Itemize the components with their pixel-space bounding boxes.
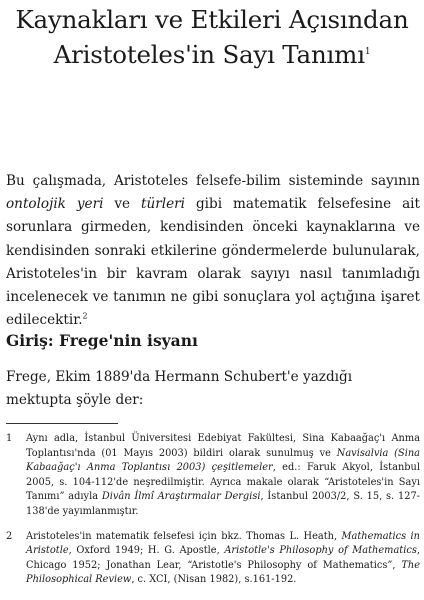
footnote-italic-1: Navisalvia (Sina Kabaağaç'ı Anma Toplantısı 2003) çeşitlemeler (26, 447, 420, 474)
title-line-2 (0, 36, 424, 71)
title-line-1: Kaynakları ve Etkileri Açısından (15, 5, 409, 34)
footnote-italic-3: The Philosophical Review (26, 559, 420, 586)
body-paragraph: Frege, Ekim 1889'da Hermann Schubert'e yazdığı mektupta şöyle der: (6, 369, 353, 408)
footnote-divider (6, 423, 118, 424)
footnote-text-3: , Chicago 1952; Jonathan Lear, “Aristotle's Philosophy of Mathematics”, (26, 545, 420, 571)
abstract-footnote-mark[interactable]: 2 (82, 311, 88, 321)
title-line-2-text: Aristoteles'in Sayı Tanımı (53, 40, 365, 70)
footnote-text-1: Aynı adla, İstanbul Üniversitesi Edebiyat Fakültesi, Sina Kabaağaç'ı Anma Toplantısı'nda (01 Mayıs 2003) bildiri olarak sunulmuş ve (26, 433, 420, 459)
footnote-number: 1 (6, 433, 13, 444)
footnote-text-3: , İstanbul 2003/2, S. 15, s. 127-138'de yayımlanmıştır. (26, 491, 420, 517)
abstract-text-1: Bu çalışmada, Aristoteles felsefe-bilim sisteminde sayının (6, 173, 420, 189)
footnote-italic-2: Divân İlmî Araştırmalar Dergisi (101, 491, 261, 503)
footnote-number: 2 (6, 530, 13, 542)
abstract-italic-2: türleri (141, 196, 186, 213)
abstract-text-3: gibi matematik felsefesine ait sorunlara girmeden, kendisinden önceki kaynaklarına ve kendisinden sonraki etkilerine göndermelerde bulunularak, Aristoteles'in bir kavram olarak sayıyı nasıl tanımladığı incelenecek ve tanımın ne gibi sonuçlara yol açtığına işaret edilecektir. (6, 196, 420, 329)
section-body (6, 366, 420, 412)
footnote-text-2: , Oxford 1949; H. G. Apostle, (68, 545, 225, 557)
footnote-text-1: Aristoteles'in matematik felsefesi için bkz. Thomas L. Heath, (26, 530, 342, 542)
footnote-italic-2: Aristotle's Philosophy of Mathematics (224, 545, 417, 557)
footnote-text (26, 432, 420, 520)
footnotes (6, 432, 420, 598)
abstract (6, 170, 420, 332)
footnote-italic-1: Mathematics in Aristotle (26, 530, 420, 557)
section-heading: Giriş: Frege'nin isyanı (6, 331, 198, 350)
footnote-text-4: , c. XCI, (Nisan 1982), s.161-192. (131, 574, 297, 586)
abstract-italic-1: ontolojik yeri (6, 196, 104, 213)
abstract-text-2: ve (103, 196, 142, 213)
footnote-text (26, 530, 420, 588)
footnote-1 (6, 432, 420, 520)
title-footnote-mark[interactable]: 1 (364, 47, 371, 57)
footnote-2 (6, 530, 420, 588)
article-title (0, 3, 424, 71)
abstract-paragraph (6, 170, 420, 332)
footnote-text-2: , ed.: Faruk Akyol, İstanbul 2005, s. 104-112'de neşredilmiştir. Ayrıca makale olarak “Aristoteles'in Sayı Tanımı” adıyla (26, 462, 420, 503)
